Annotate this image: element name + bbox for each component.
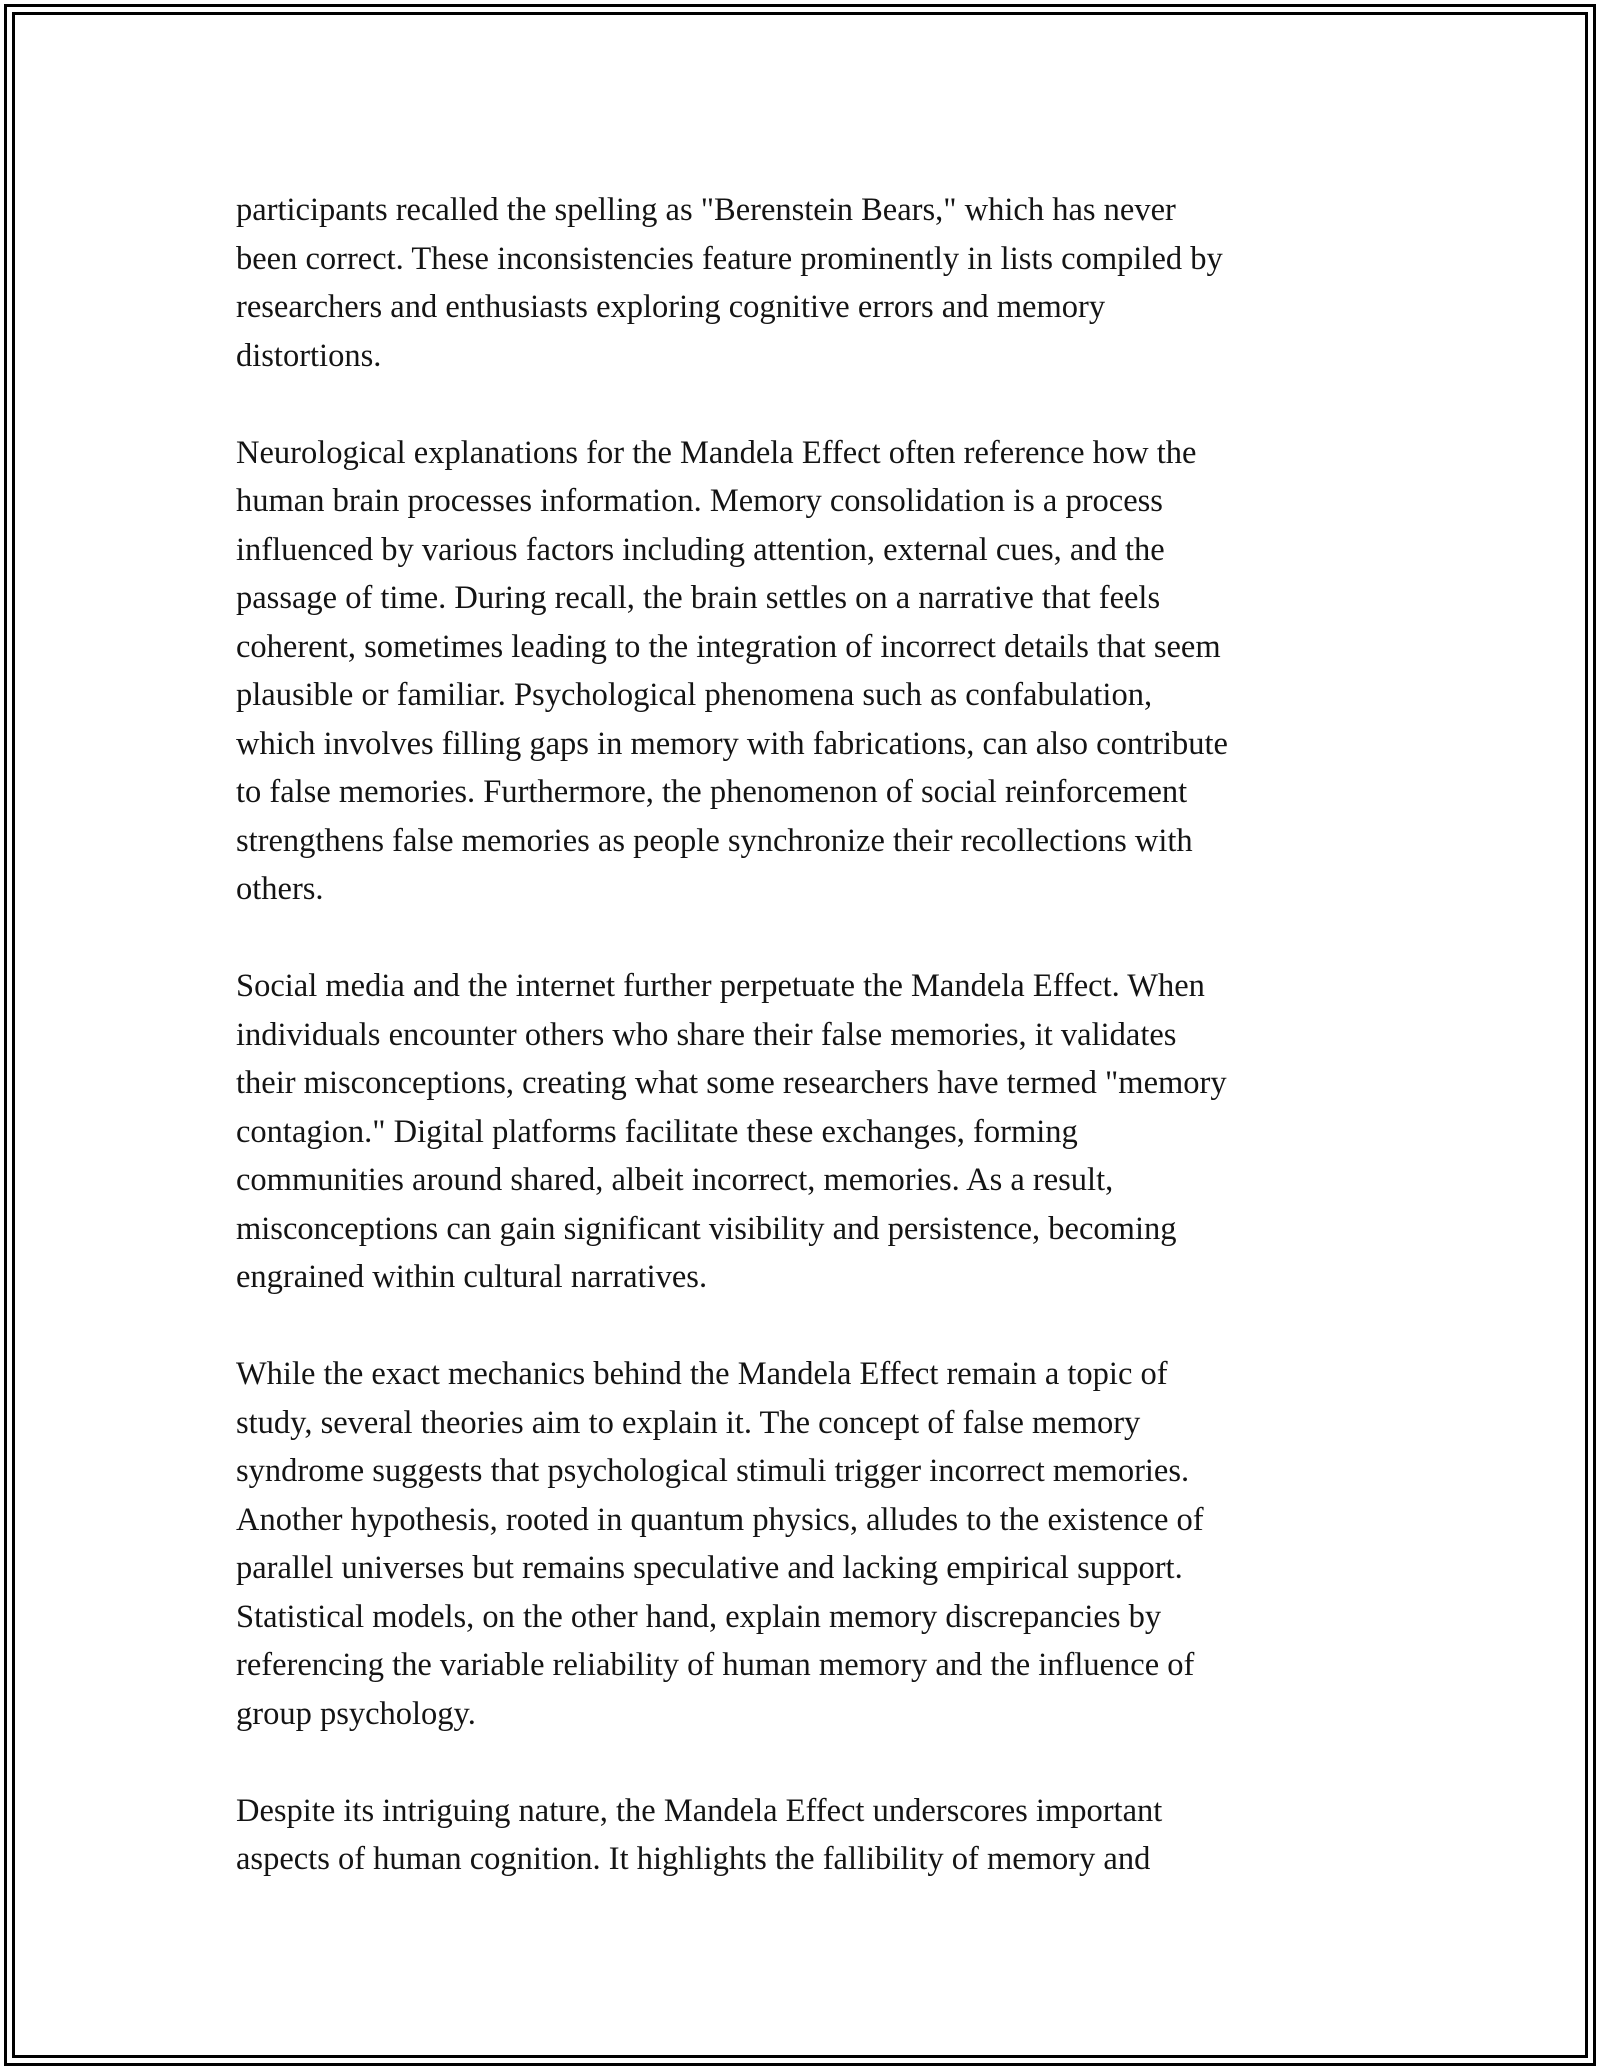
text-line: Despite its intriguing nature, the Mandela Effect underscores important bbox=[236, 1792, 1163, 1829]
text-line: plausible or familiar. Psychological phenomena such as confabulation, bbox=[236, 677, 1153, 713]
text-line: contagion." Digital platforms facilitate these exchanges, forming bbox=[236, 1113, 1078, 1150]
text-line: influenced by various factors including attention, external cues, and the bbox=[236, 531, 1165, 568]
text-line: study, several theories aim to explain it. The concept of false memory bbox=[236, 1404, 1141, 1441]
text-line: been correct. These inconsistencies feature prominently in lists compiled by bbox=[236, 240, 1223, 277]
text-line: Social media and the internet further perpetuate the Mandela Effect. When bbox=[236, 968, 1205, 1004]
text-line: coherent, sometimes leading to the integration of incorrect details that seem bbox=[236, 628, 1221, 665]
paragraph bbox=[236, 1350, 1364, 1738]
text-line: researchers and enthusiasts exploring cognitive errors and memory bbox=[236, 289, 1106, 325]
paragraph bbox=[236, 1787, 1364, 1884]
text-line: their misconceptions, creating what some researchers have termed "memory bbox=[236, 1065, 1227, 1101]
text-line: group psychology. bbox=[236, 1695, 476, 1732]
text-line: human brain processes information. Memory consolidation is a process bbox=[236, 483, 1163, 519]
text-line: engrained within cultural narratives. bbox=[236, 1259, 708, 1295]
text-line: parallel universes but remains speculative and lacking empirical support. bbox=[236, 1550, 1183, 1586]
text-line: distortions. bbox=[236, 337, 382, 374]
text-line: misconceptions can gain significant visibility and persistence, becoming bbox=[236, 1210, 1177, 1247]
text-line: strengthens false memories as people synchronize their recollections with bbox=[236, 822, 1193, 859]
text-line: While the exact mechanics behind the Mandela Effect remain a topic of bbox=[236, 1356, 1168, 1392]
text-line: Neurological explanations for the Mandela Effect often reference how the bbox=[236, 434, 1197, 471]
text-line: Statistical models, on the other hand, explain memory discrepancies by bbox=[236, 1598, 1162, 1635]
text-line: individuals encounter others who share their false memories, it validates bbox=[236, 1016, 1177, 1053]
text-line: communities around shared, albeit incorrect, memories. As a result, bbox=[236, 1162, 1114, 1198]
text-line: participants recalled the spelling as "Berenstein Bears," which has never bbox=[236, 192, 1176, 228]
paragraph bbox=[236, 429, 1364, 914]
text-line: Another hypothesis, rooted in quantum physics, alludes to the existence of bbox=[236, 1501, 1204, 1538]
text-line: passage of time. During recall, the brain settles on a narrative that feels bbox=[236, 580, 1161, 616]
text-line: to false memories. Furthermore, the phenomenon of social reinforcement bbox=[236, 774, 1188, 810]
text-line: referencing the variable reliability of human memory and the influence of bbox=[236, 1647, 1195, 1683]
text-line: syndrome suggests that psychological stimuli trigger incorrect memories. bbox=[236, 1453, 1190, 1489]
text-line: others. bbox=[236, 871, 324, 907]
text-line: which involves filling gaps in memory with fabrications, can also contribute bbox=[236, 725, 1228, 762]
document-body bbox=[236, 186, 1364, 1884]
paragraph bbox=[236, 186, 1364, 380]
paragraph bbox=[236, 962, 1364, 1302]
text-line: aspects of human cognition. It highlights the fallibility of memory and bbox=[236, 1841, 1151, 1877]
